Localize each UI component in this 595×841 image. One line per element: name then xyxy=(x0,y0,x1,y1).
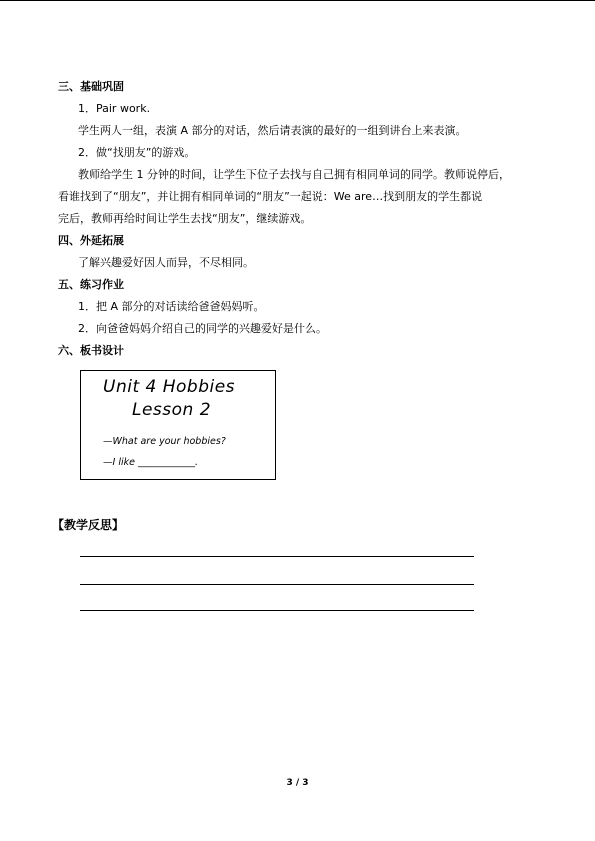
page-number: 3 / 3 xyxy=(286,778,309,788)
section3-heading: 三、基础巩固 xyxy=(58,80,124,93)
section5-item1: 1．把 A 部分的对话读给爸爸妈妈听。 xyxy=(78,300,265,313)
section4-text: 了解兴趣爱好因人而异，不尽相同。 xyxy=(78,256,254,269)
board-title-line2: Lesson 2 xyxy=(132,400,212,420)
reflection-line-2[interactable] xyxy=(80,584,474,585)
section5-item2: 2．向爸爸妈妈介绍自己的同学的兴趣爱好是什么。 xyxy=(78,322,327,335)
blackboard-design-box xyxy=(80,370,276,480)
section3-item2-desc-line1: 教师给学生 1 分钟的时间，让学生下位子去找与自己拥有相同单词的同学。教师说停后， xyxy=(78,168,510,181)
reflection-title: 【教学反思】 xyxy=(52,518,125,532)
section3-item2: 2．做“找朋友”的游戏。 xyxy=(78,146,196,159)
board-question: —What are your hobbies? xyxy=(103,436,226,447)
section3-item2-desc-line3: 完后，教师再给时间让学生去找“朋友”，继续游戏。 xyxy=(58,212,312,225)
header-rule xyxy=(0,0,595,1)
reflection-line-3[interactable] xyxy=(80,610,474,611)
section6-heading: 六、板书设计 xyxy=(58,344,124,357)
section4-heading: 四、外延拓展 xyxy=(58,234,124,247)
section3-item2-desc-line2: 看谁找到了“朋友”，并让拥有相同单词的“朋友”一起说：We are…找到朋友的学生都说 xyxy=(58,190,483,203)
board-answer: —I like ____________. xyxy=(103,457,198,468)
reflection-line-1[interactable] xyxy=(80,556,474,557)
section5-heading: 五、练习作业 xyxy=(58,278,124,291)
board-title-line1: Unit 4 Hobbies xyxy=(103,377,236,397)
section3-item1-desc: 学生两人一组，表演 A 部分的对话，然后请表演的最好的一组到讲台上来表演。 xyxy=(78,124,467,137)
section3-item1: 1．Pair work. xyxy=(78,102,151,115)
